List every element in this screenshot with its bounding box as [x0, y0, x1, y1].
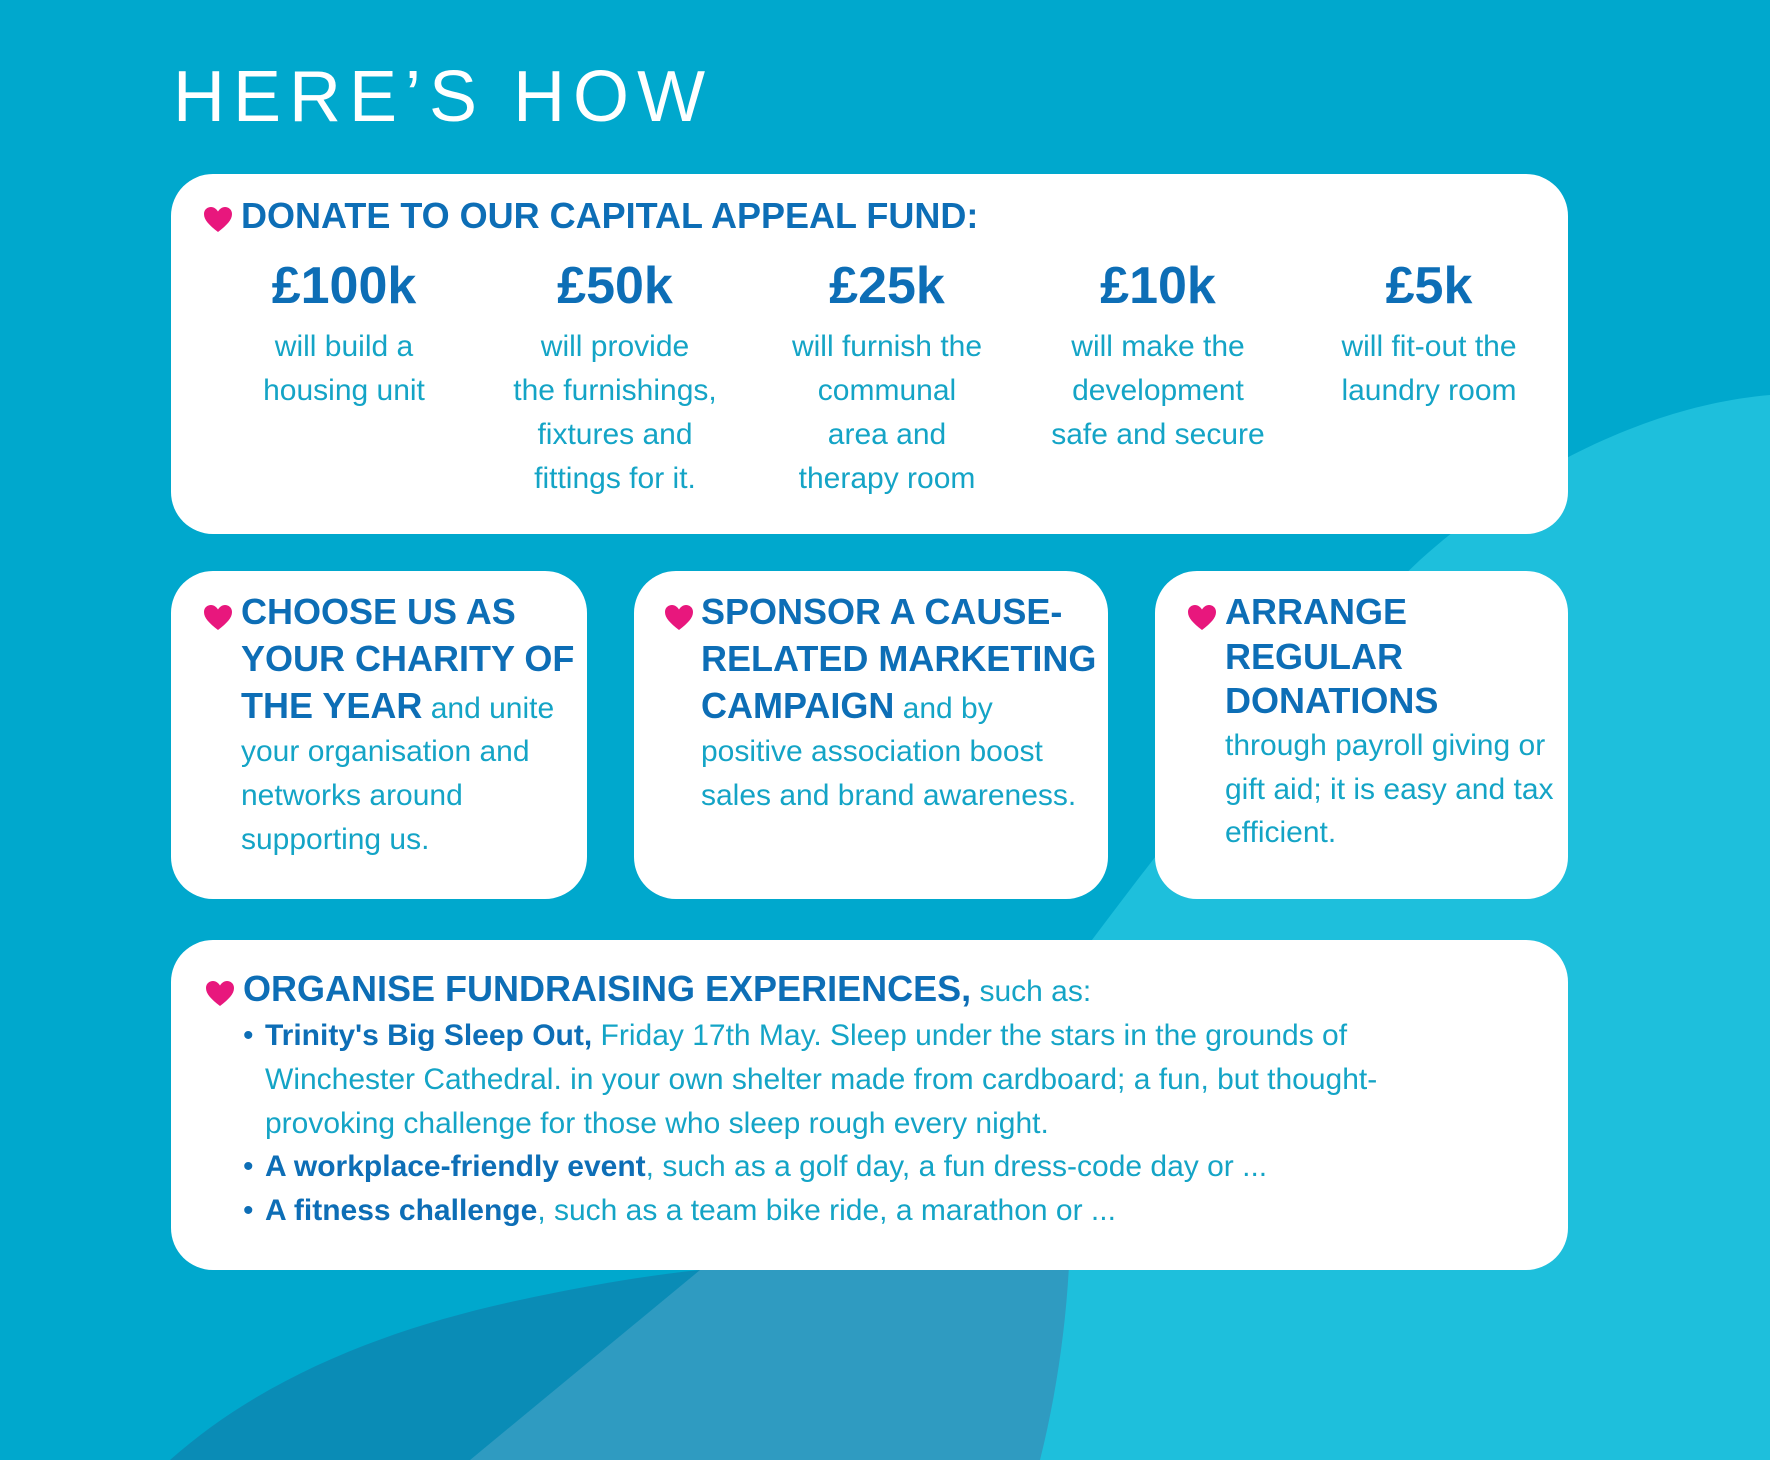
donation-tier-10k [1022, 255, 1294, 457]
donation-tier-5k [1293, 255, 1565, 413]
list-item [243, 1145, 1473, 1189]
heart-icon [203, 604, 233, 631]
donation-tier-100k [208, 255, 480, 413]
sponsor-campaign-card [634, 571, 1108, 899]
capital-appeal-card [171, 174, 1568, 534]
tier-amount: £5k [1385, 257, 1473, 315]
regular-donations-heading: ARRANGE REGULAR DONATIONS [1225, 591, 1439, 722]
tier-line: will make the [1071, 330, 1245, 364]
tier-line: laundry room [1341, 374, 1517, 408]
charity-of-year-card [171, 571, 587, 899]
fundraising-list [243, 1014, 1473, 1233]
list-item [243, 1189, 1473, 1233]
list-item-title: A fitness challenge [265, 1194, 538, 1228]
tier-line: housing unit [263, 374, 425, 408]
tier-description [1293, 325, 1565, 413]
capital-appeal-heading: DONATE TO OUR CAPITAL APPEAL FUND: [241, 195, 979, 236]
regular-donations-card [1155, 571, 1568, 899]
tier-line: will fit-out the [1341, 330, 1517, 364]
tier-amount: £50k [557, 257, 673, 315]
tier-description [1022, 325, 1294, 456]
tier-line: the furnishings, [513, 374, 717, 408]
heart-icon [203, 206, 233, 233]
tier-amount: £10k [1100, 257, 1216, 315]
tier-line: fixtures and [537, 417, 693, 451]
tier-line: area and [827, 417, 947, 451]
heart-icon [205, 980, 235, 1007]
sponsor-campaign-heading: SPONSOR A CAUSE-RELATED MARKETING CAMPAIGN [701, 591, 1097, 726]
fundraising-heading-line [243, 967, 1091, 1012]
charity-of-year-body: and unite your organisation and networks around supporting us. [241, 691, 555, 856]
list-item-title: A workplace-friendly event [265, 1150, 646, 1184]
fundraising-heading: ORGANISE FUNDRAISING EXPERIENCES, [243, 968, 972, 1009]
tier-line: development [1072, 374, 1244, 408]
sponsor-campaign-body: and by positive association boost sales and brand awareness. [701, 691, 1077, 813]
regular-donations-body: through payroll giving or gift aid; it is easy and tax efficient. [1225, 728, 1554, 850]
sponsor-campaign-text [701, 590, 1101, 818]
tier-description [479, 325, 751, 500]
tier-line: therapy room [798, 461, 976, 495]
tier-line: safe and secure [1051, 417, 1265, 451]
heart-icon [664, 604, 694, 631]
fundraising-suffix: such as: [971, 975, 1092, 1008]
donation-tier-25k [751, 255, 1023, 501]
fundraising-card [171, 940, 1568, 1270]
tier-line: will provide [540, 330, 690, 364]
list-item-title: Trinity's Big Sleep Out, [265, 1019, 593, 1052]
list-item-text: , such as a golf day, a fun dress-code day or ... [645, 1150, 1268, 1184]
tier-line: will build a [274, 330, 414, 364]
list-item-text: Friday 17th May. Sleep under the stars in the grounds of Winchester Cathedral. in your own shelter made from cardboard; a fun, but thought-provoking challenge for those who sleep rough every night. [265, 1019, 1378, 1140]
donation-tier-50k [479, 255, 751, 501]
page-title: HERE’S HOW [173, 57, 714, 137]
tier-amount: £25k [829, 257, 945, 315]
tier-line: communal [817, 374, 957, 408]
tier-description [208, 325, 480, 413]
heart-icon [1187, 604, 1217, 631]
tier-line: will furnish the [791, 330, 983, 364]
tier-amount: £100k [271, 257, 417, 315]
tier-line: fittings for it. [534, 461, 696, 495]
tier-description [751, 325, 1023, 500]
charity-of-year-heading: CHOOSE US AS YOUR CHARITY OF THE YEAR [241, 591, 575, 726]
regular-donations-text [1225, 590, 1561, 855]
list-item [243, 1014, 1473, 1145]
charity-of-year-text [241, 590, 581, 862]
list-item-text: , such as a team bike ride, a marathon or ... [537, 1194, 1116, 1228]
